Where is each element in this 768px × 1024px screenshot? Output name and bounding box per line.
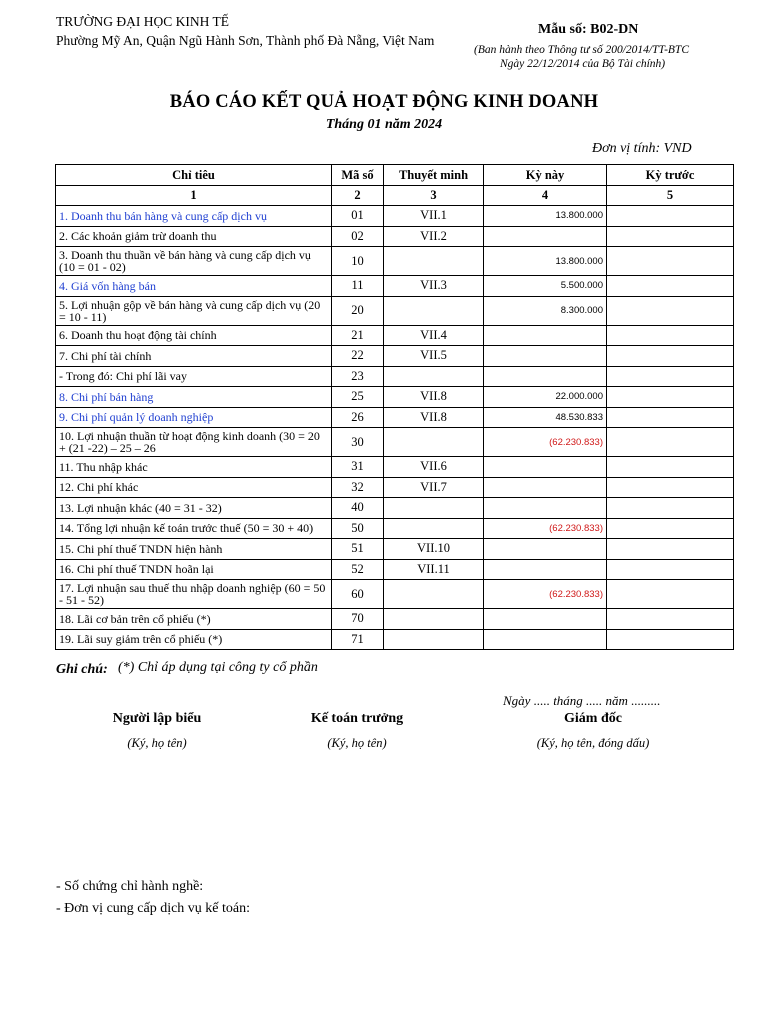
indicator-cell: 14. Tổng lợi nhuận kế toán trước thuế (50 = 30 + 40): [56, 518, 332, 539]
table-row: [56, 559, 734, 580]
code-cell: 26: [332, 407, 384, 428]
explanation-cell: [384, 296, 484, 325]
header-previous-period: Kỳ trước: [607, 165, 734, 186]
current-period-cell: [484, 366, 607, 387]
table-row: [56, 428, 734, 457]
indicator-cell: 7. Chi phí tài chính: [56, 346, 332, 367]
code-cell: 51: [332, 539, 384, 560]
previous-period-cell: [607, 276, 734, 297]
director-title: Giám đốc: [564, 711, 622, 726]
indicator-cell: 19. Lãi suy giảm trên cổ phiếu (*): [56, 629, 332, 650]
table-row: [56, 226, 734, 247]
current-period-cell: (62.230.833): [484, 428, 607, 457]
indicator-cell: 11. Thu nhập khác: [56, 457, 332, 478]
chief-accountant-sign-hint: (Ký, họ tên): [327, 736, 387, 750]
indicator-cell: 12. Chi phí khác: [56, 477, 332, 498]
previous-period-cell: [607, 226, 734, 247]
indicator-cell: 6. Doanh thu hoạt động tài chính: [56, 325, 332, 346]
report-title: BÁO CÁO KẾT QUẢ HOẠT ĐỘNG KINH DOANH: [169, 92, 599, 112]
previous-period-cell: [607, 325, 734, 346]
current-period-cell: [484, 346, 607, 367]
code-cell: 11: [332, 276, 384, 297]
code-cell: 60: [332, 580, 384, 609]
current-period-cell: [484, 559, 607, 580]
current-period-cell: 48.530.833: [484, 407, 607, 428]
code-cell: 71: [332, 629, 384, 650]
previous-period-cell: [607, 609, 734, 630]
table-row: [56, 580, 734, 609]
indicator-cell: 8. Chi phí bán hàng: [56, 387, 332, 408]
explanation-cell: VII.8: [384, 407, 484, 428]
column-index: 5: [607, 186, 734, 206]
previous-period-cell: [607, 457, 734, 478]
organization-name: TRƯỜNG ĐẠI HỌC KINH TẾ: [56, 14, 229, 29]
explanation-cell: [384, 580, 484, 609]
table-row: [56, 346, 734, 367]
current-period-cell: [484, 609, 607, 630]
code-cell: 32: [332, 477, 384, 498]
code-cell: 31: [332, 457, 384, 478]
director-sign-hint: (Ký, họ tên, đóng dấu): [536, 736, 650, 750]
previous-period-cell: [607, 206, 734, 227]
organization-address: Phường Mỹ An, Quận Ngũ Hành Sơn, Thành phố Đà Nẵng, Việt Nam: [56, 33, 435, 48]
previous-period-cell: [607, 580, 734, 609]
form-code: Mẫu số: B02-DN: [538, 22, 639, 37]
current-period-cell: [484, 539, 607, 560]
current-period-cell: 13.800.000: [484, 247, 607, 276]
explanation-cell: VII.11: [384, 559, 484, 580]
table-row: [56, 366, 734, 387]
table-row: [56, 518, 734, 539]
explanation-cell: VII.5: [384, 346, 484, 367]
current-period-cell: 5.500.000: [484, 276, 607, 297]
current-period-cell: [484, 457, 607, 478]
previous-period-cell: [607, 539, 734, 560]
previous-period-cell: [607, 559, 734, 580]
explanation-cell: VII.1: [384, 206, 484, 227]
explanation-cell: [384, 247, 484, 276]
header-current-period: Kỳ này: [484, 165, 607, 186]
current-period-cell: (62.230.833): [484, 580, 607, 609]
explanation-cell: VII.10: [384, 539, 484, 560]
table-row: [56, 387, 734, 408]
column-index: 2: [332, 186, 384, 206]
footnote-text: (*) Chỉ áp dụng tại công ty cổ phần: [118, 660, 318, 675]
indicator-cell: - Trong đó: Chi phí lãi vay: [56, 366, 332, 387]
explanation-cell: VII.6: [384, 457, 484, 478]
current-period-cell: 8.300.000: [484, 296, 607, 325]
explanation-cell: [384, 428, 484, 457]
indicator-cell: 4. Giá vốn hàng bán: [56, 276, 332, 297]
previous-period-cell: [607, 366, 734, 387]
code-cell: 22: [332, 346, 384, 367]
code-cell: 52: [332, 559, 384, 580]
table-row: [56, 407, 734, 428]
column-index: 3: [384, 186, 484, 206]
footnote-label: Ghi chú:: [56, 662, 108, 677]
indicator-cell: 15. Chi phí thuế TNDN hiện hành: [56, 539, 332, 560]
explanation-cell: [384, 609, 484, 630]
table-row: [56, 539, 734, 560]
code-cell: 01: [332, 206, 384, 227]
table-row: [56, 609, 734, 630]
header-explanation: Thuyết minh: [384, 165, 484, 186]
previous-period-cell: [607, 407, 734, 428]
table-row: [56, 276, 734, 297]
explanation-cell: [384, 518, 484, 539]
service-provider-line: - Đơn vị cung cấp dịch vụ kế toán:: [56, 901, 251, 916]
indicator-cell: 2. Các khoản giảm trừ doanh thu: [56, 226, 332, 247]
explanation-cell: [384, 366, 484, 387]
header-indicator: Chỉ tiêu: [56, 165, 332, 186]
preparer-title: Người lập biểu: [112, 711, 202, 726]
explanation-cell: VII.3: [384, 276, 484, 297]
previous-period-cell: [607, 247, 734, 276]
code-cell: 40: [332, 498, 384, 519]
code-cell: 30: [332, 428, 384, 457]
explanation-cell: [384, 498, 484, 519]
column-index: 1: [56, 186, 332, 206]
header-code: Mã số: [332, 165, 384, 186]
table-row: [56, 457, 734, 478]
previous-period-cell: [607, 296, 734, 325]
previous-period-cell: [607, 629, 734, 650]
previous-period-cell: [607, 428, 734, 457]
income-statement-table: [55, 164, 734, 650]
previous-period-cell: [607, 518, 734, 539]
explanation-cell: [384, 629, 484, 650]
current-period-cell: 22.000.000: [484, 387, 607, 408]
code-cell: 20: [332, 296, 384, 325]
indicator-cell: 13. Lợi nhuận khác (40 = 31 - 32): [56, 498, 332, 519]
indicator-cell: 1. Doanh thu bán hàng và cung cấp dịch vụ: [56, 206, 332, 227]
code-cell: 10: [332, 247, 384, 276]
indicator-cell: 3. Doanh thu thuần về bán hàng và cung cấp dịch vụ (10 = 01 - 02): [56, 247, 332, 276]
signature-date-line: Ngày ..... tháng ..... năm .........: [503, 693, 661, 708]
table-row: [56, 206, 734, 227]
current-period-cell: 13.800.000: [484, 206, 607, 227]
practice-certificate-line: - Số chứng chỉ hành nghề:: [56, 879, 204, 894]
indicator-cell: 17. Lợi nhuận sau thuế thu nhập doanh nghiệp (60 = 50 - 51 - 52): [56, 580, 332, 609]
table-row: [56, 247, 734, 276]
current-period-cell: [484, 498, 607, 519]
form-legal-date: Ngày 22/12/2014 của Bộ Tài chính): [500, 58, 666, 70]
code-cell: 50: [332, 518, 384, 539]
indicator-cell: 10. Lợi nhuận thuần từ hoạt động kinh doanh (30 = 20 + (21 -22) – 25 – 26: [56, 428, 332, 457]
previous-period-cell: [607, 387, 734, 408]
indicator-cell: 16. Chi phí thuế TNDN hoãn lại: [56, 559, 332, 580]
code-cell: 02: [332, 226, 384, 247]
indicator-cell: 9. Chi phí quản lý doanh nghiệp: [56, 407, 332, 428]
code-cell: 70: [332, 609, 384, 630]
explanation-cell: VII.2: [384, 226, 484, 247]
previous-period-cell: [607, 477, 734, 498]
code-cell: 21: [332, 325, 384, 346]
indicator-cell: 5. Lợi nhuận gộp về bán hàng và cung cấp dịch vụ (20 = 10 - 11): [56, 296, 332, 325]
explanation-cell: VII.8: [384, 387, 484, 408]
current-period-cell: [484, 325, 607, 346]
currency-unit: Đơn vị tính: VND: [592, 141, 692, 156]
table-row: [56, 325, 734, 346]
indicator-cell: 18. Lãi cơ bản trên cổ phiếu (*): [56, 609, 332, 630]
report-period: Tháng 01 năm 2024: [325, 117, 443, 132]
explanation-cell: VII.4: [384, 325, 484, 346]
explanation-cell: VII.7: [384, 477, 484, 498]
current-period-cell: (62.230.833): [484, 518, 607, 539]
table-body: [56, 206, 734, 650]
preparer-sign-hint: (Ký, họ tên): [127, 736, 187, 750]
table-header-row: [56, 165, 734, 186]
code-cell: 25: [332, 387, 384, 408]
previous-period-cell: [607, 498, 734, 519]
code-cell: 23: [332, 366, 384, 387]
current-period-cell: [484, 226, 607, 247]
table-row: [56, 629, 734, 650]
current-period-cell: [484, 629, 607, 650]
column-index-row: [56, 186, 734, 206]
chief-accountant-title: Kế toán trưởng: [310, 711, 404, 726]
column-index: 4: [484, 186, 607, 206]
form-legal-note: (Ban hành theo Thông tư số 200/2014/TT-BTC: [474, 44, 689, 56]
table-row: [56, 498, 734, 519]
current-period-cell: [484, 477, 607, 498]
previous-period-cell: [607, 346, 734, 367]
table-row: [56, 296, 734, 325]
table-row: [56, 477, 734, 498]
